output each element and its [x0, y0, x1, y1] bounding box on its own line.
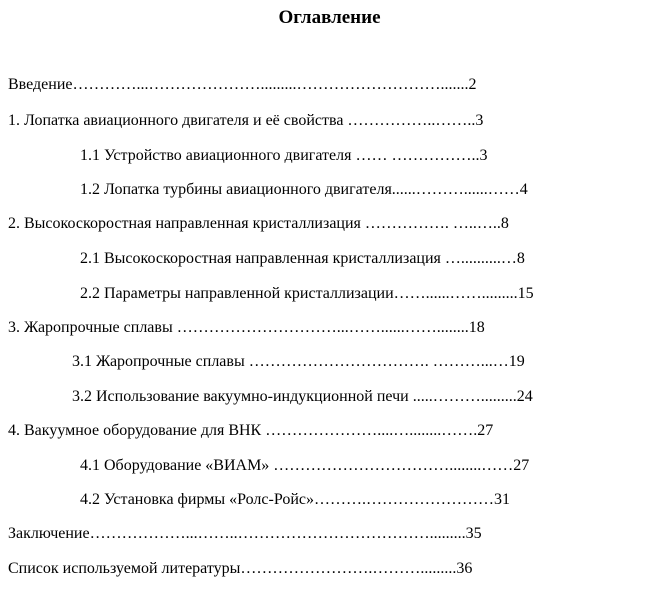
- toc-entry-3-1: 3.1 Жаропрочные сплавы ……………………………. ………...…19: [72, 353, 525, 370]
- toc-entry-intro: Введение…………...………………….........……………………….......2: [8, 76, 477, 93]
- toc-entry-4-2: 4.2 Установка фирмы «Ролс-Ройс»……….……………………31: [80, 491, 510, 508]
- toc-entry-1-2: 1.2 Лопатка турбины авиационного двигателя......………......……4: [80, 181, 528, 198]
- toc-title: Оглавление: [278, 7, 381, 28]
- toc-entry-2: 2. Высокоскоростная направленная кристаллизация ……………. …..…..8: [8, 215, 509, 232]
- toc-entry-4: 4. Вакуумное оборудование для ВНК …………………....…........…….27: [8, 422, 494, 439]
- toc-entry-1-1: 1.1 Устройство авиационного двигателя …… ……………..3: [80, 147, 488, 164]
- toc-entry-3: 3. Жаропрочные сплавы …………………………...……......……........18: [8, 319, 485, 336]
- toc-entry-4-1: 4.1 Оборудование «ВИАМ» ……………………………........……27: [80, 457, 530, 474]
- toc-entry-conclusion: Заключение………………...……..……………………………….........35: [8, 525, 482, 542]
- toc-entry-3-2: 3.2 Использование вакуумно-индукционной печи .....……….........24: [72, 388, 533, 405]
- toc-entry-2-2: 2.2 Параметры направленной кристаллизации……......…….........15: [80, 285, 534, 302]
- toc-entry-2-1: 2.1 Высокоскоростная направленная кристаллизация …..........…8: [80, 250, 525, 267]
- toc-entry-references: Список используемой литературы…………………….……….........36: [8, 560, 473, 577]
- toc-entry-1: 1. Лопатка авиационного двигателя и её свойства ……………..……..3: [8, 112, 484, 129]
